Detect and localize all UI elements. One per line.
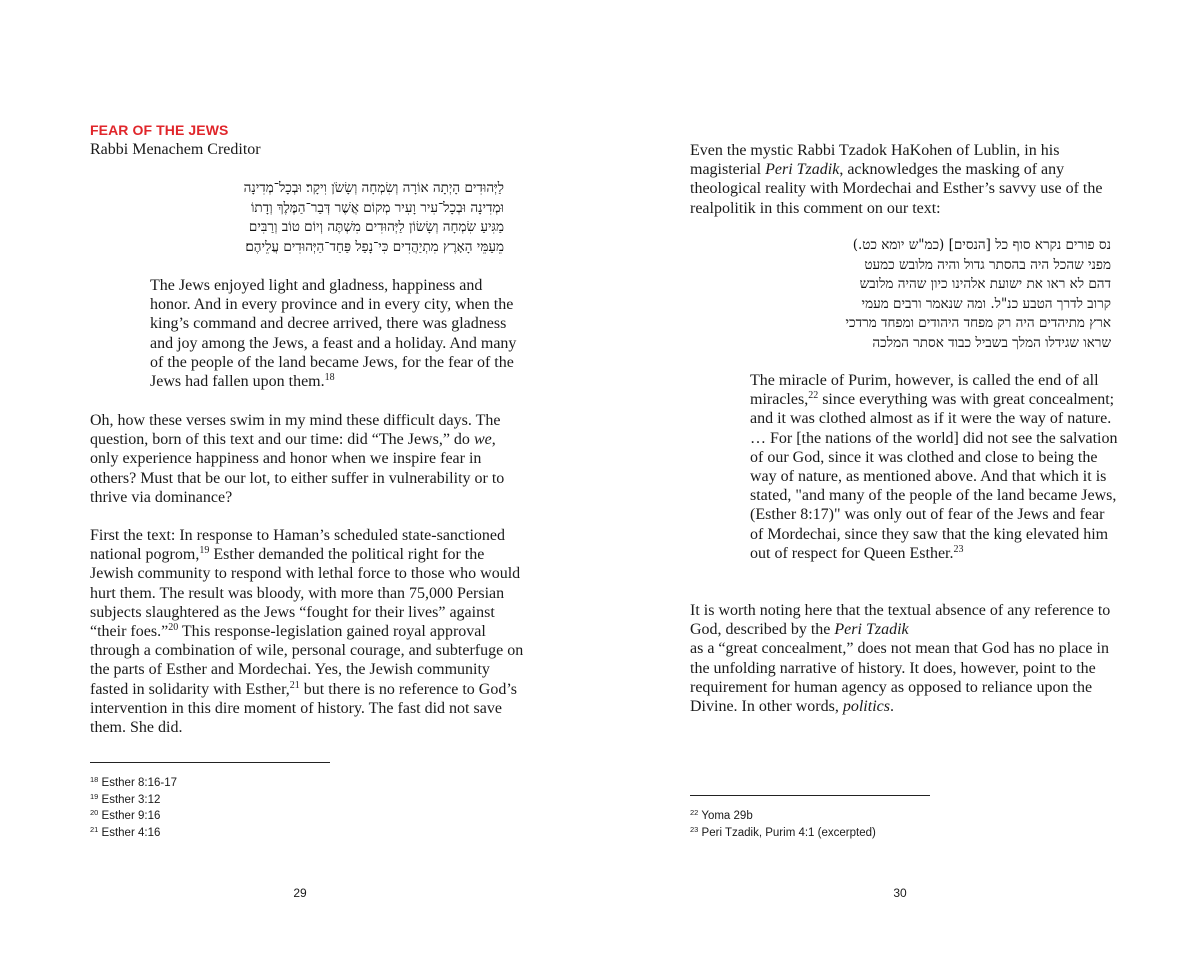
page-number: 29 (293, 886, 307, 900)
quote-text: The Jews enjoyed light and gladness, happiness and honor. And in every province and in every city, when the king’s command and decree arrived, there was gladness and joy among the Jews, a feast and a holiday. And many of the people of the land became Jews, for the fear of the Jews had fallen upon them. (150, 277, 517, 391)
hebrew-line: מַגִּיעַ שִׂמְחָה וְשָׂשׂוֹן לַיְּהוּדִים מִשְׁתֶּה וְיוֹם טוֹב וְרַבִּים (248, 219, 504, 236)
text-run: but there is no reference to God’s intervention in this dire moment of history. The fast did not save them. She did. (90, 680, 518, 737)
footnote-divider (90, 762, 330, 763)
footnote-text: Esther 4:16 (101, 826, 161, 839)
footnote-ref: 20 (168, 622, 179, 634)
book-title: Peri Tzadik (834, 621, 909, 639)
footnote-divider (690, 795, 930, 796)
footnote-text: Esther 8:16-17 (101, 777, 177, 789)
text-run: since everything was with great concealment; and it was clothed almost as if it were the way of nature. … For [the nations of the world] did not see the salvation of our God, since it was clothed and close to being the way of nature, as mentioned above. And that which it is stated, "and many of the people of the land became Jews, (Esther 8:17)" was only out of fear of the Jews and fear of Mordechai, since they saw that the king elevated him out of respect for Queen Esther. (750, 391, 1118, 562)
hebrew-line: קרוב לדרך הטבע כנ"ל. ומה שנאמר ורבים מעמי (861, 295, 1111, 312)
footnote-number: 18 (90, 775, 99, 784)
footnote-ref: 21 (289, 679, 300, 691)
text-run: The miracle of Purim, however, is called the end of all miracles, (750, 372, 1099, 409)
commentary-translation-blockquote (750, 371, 1118, 563)
text-run: It is worth noting here that the textual absence of any reference to God, described by the (690, 602, 1111, 639)
section-heading: FEAR OF THE JEWS (90, 122, 229, 138)
footnote-text: Peri Tzadik, Purim 4:1 (excerpted) (701, 826, 876, 839)
footnote-item (690, 808, 876, 825)
footnote-number: 21 (90, 824, 99, 834)
paragraph-tzadok-intro (690, 141, 1114, 218)
footnotes (90, 775, 177, 841)
footnote-item (90, 825, 177, 842)
text-run: , acknowledges the masking of any theological reality with Mordechai and Esther’s savvy use of the realpolitik in this comment on our text: (690, 161, 1103, 217)
translation-blockquote (150, 276, 522, 391)
footnote-item (690, 825, 876, 842)
footnote-text: Esther 9:16 (101, 810, 161, 823)
hebrew-verse (244, 179, 504, 257)
text-run: This response-legislation gained royal approval through a combination of wile, personal courage, and subterfuge on the parts of Esther and Mordechai. Yes, the Jewish community fasted in solidarity with Esther, (90, 623, 524, 698)
hebrew-line: לַיְּהוּדִים הָיְתָה אוֹרָה וְשִׂמְחָה וְשָׂשֹׂן וִיקָר׃ וּבְכָל־מְדִינָה (243, 180, 504, 196)
footnote-ref: 18 (324, 372, 335, 384)
text-run: Esther demanded the political right for the Jewish community to respond with lethal force to those who would hurt them. The result was bloody, with more than 75,000 Persian subjects slaughtered as the Jews “fought for their lives” against “their foes.” (90, 546, 521, 641)
footnote-item (90, 792, 177, 809)
hebrew-line: ארץ מתיהדים היה רק מפחד היהודים ומפחד מרדכי (845, 315, 1111, 332)
footnote-number: 19 (90, 791, 99, 801)
hebrew-line: מפני שהכל היה בהסתר גדול והיה מלובש כמעט (864, 256, 1111, 273)
hebrew-commentary (845, 236, 1111, 354)
text-run: Oh, how these verses swim in my mind these difficult days. The question, born of this text and our time: did “The Jews,” do (90, 412, 501, 449)
text-run: First the text: In response to Haman’s scheduled state-sanctioned national pogrom, (90, 527, 506, 564)
paragraph-text-analysis (90, 526, 524, 737)
footnotes (690, 808, 876, 841)
footnote-ref: 23 (953, 543, 964, 555)
hebrew-line: וּמְדִינָה וּבְכָל־עִיר וָעִיר מְקוֹם אֲשֶׁר דְּבַר־הַמֶּלֶךְ וְדָתוֹ (250, 199, 504, 216)
emphasis-text: politics (842, 698, 890, 716)
text-run: as a “great concealment,” does not mean that God has no place in the unfolding narrative of history. It does, however, point to the requirement for human agency as opposed to reliance upon the Divine. In other words, (690, 640, 1109, 716)
footnote-ref: 19 (199, 545, 210, 557)
footnote-number: 20 (90, 808, 99, 818)
footnote-text: Yoma 29b (701, 810, 753, 822)
hebrew-line: דהם לא ראו את ישועת אלהינו כיון שהיה מלובש (859, 276, 1111, 293)
footnote-item (90, 775, 177, 792)
emphasis-text: we (473, 431, 492, 449)
page-number: 30 (893, 886, 907, 900)
hebrew-line: נס פורים נקרא סוף כל [הנסים] (כמ"ש יומא כט.) (852, 237, 1111, 253)
footnote-number: 23 (690, 824, 699, 834)
right-page (600, 0, 1200, 960)
text-run: . (889, 698, 894, 716)
text-run: , only experience happiness and honor when we inspire fear in others? Must that be our lot, to either suffer in vulnerability or to thrive via dominance? (90, 431, 505, 506)
hebrew-line: מֵעַמֵּי הָאָרֶץ מִתְיַהֲדִים כִּי־נָפַל פַּחַד־הַיְּהוּדִים עֲלֵיהֶם׃ (245, 238, 504, 255)
paragraph-reflection (90, 411, 522, 507)
footnote-number: 22 (690, 808, 699, 817)
book-title: Peri Tzadik (765, 161, 840, 179)
footnote-text: Esther 3:12 (101, 793, 161, 806)
footnote-item (90, 808, 177, 825)
text-run: Even the mystic Rabbi Tzadok HaKohen of Lublin, in his magisterial (690, 142, 1060, 179)
paragraph-conclusion (690, 601, 1118, 716)
hebrew-line: שראו שגידלו המלך בשביל כבוד אסתר המלכה (872, 334, 1111, 351)
author-name: Rabbi Menachem Creditor (90, 141, 261, 158)
footnote-ref: 22 (808, 390, 819, 402)
